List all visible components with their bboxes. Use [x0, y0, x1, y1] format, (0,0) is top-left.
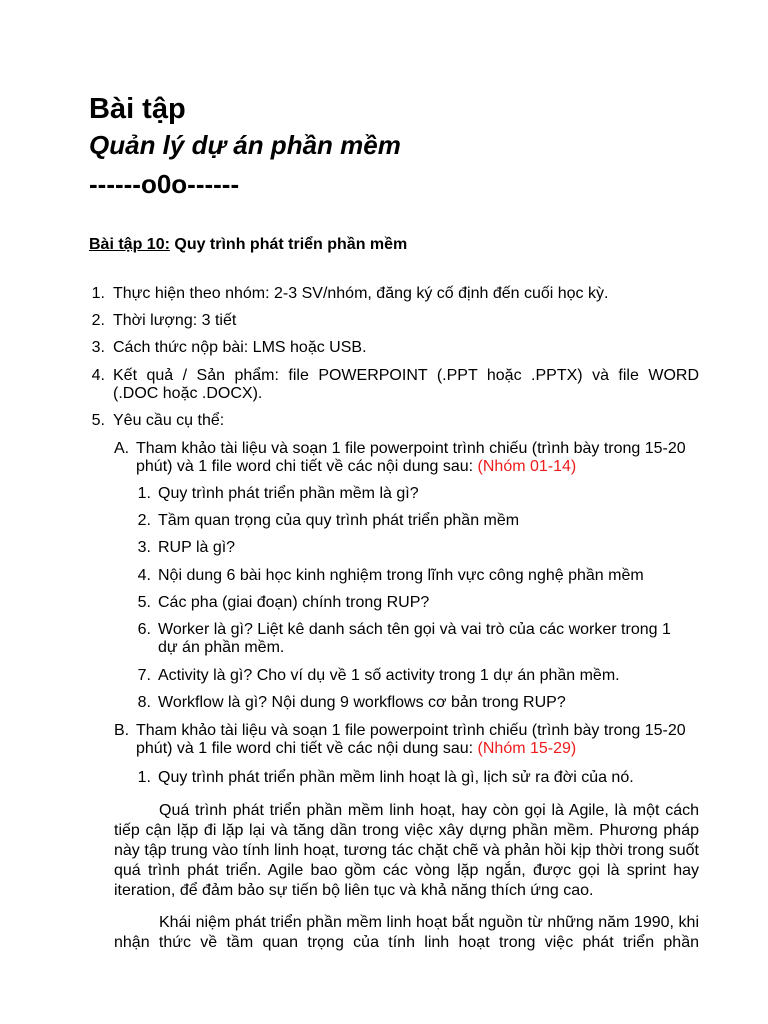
exercise-topic: Quy trình phát triển phần mềm — [169, 236, 408, 253]
document-subtitle: Quản lý dự án phần mềm — [89, 130, 401, 160]
document-title: Bài tập — [89, 93, 186, 125]
group-label: (Nhóm 15-29) — [477, 740, 577, 757]
body-paragraph: Khái niệm phát triển phần mềm linh hoạt bắt nguồn từ những năm 1990, khi nhận thức về tầm quan trọng của tính linh hoạt trong việc phát triển phần — [114, 914, 699, 951]
title-separator: ------o0o------ — [89, 169, 240, 199]
exercise-number: Bài tập 10: — [89, 236, 170, 253]
document-page: Bài tập Quản lý dự án phần mềm ------o0o------ Bài tập 10: Quy trình phát triển phần mềm 1. Thực hiện theo nhóm: 2-3 SV/nhóm, đăng ký cố định đến cuối học kỳ. 2. Thời lượng: 3 tiết 3. Cách thức nộp bài: LMS hoặc USB. 4. Kết quả / Sản phẩm: file POWERPOINT (.PPT hoặc .PPTX) và file WORD (.DOC hoặc .DOCX). 5. Yêu cầu cụ thể: A. Tham khảo tài liệu và soạn 1 file powerpoint trình chiếu (trình bày trong 15-20 phút) và 1 file word chi tiết về các nội dung sau: (Nhóm 01-14) 1. Quy trình phát triển phần mềm là gì? 2. Tầm quan trọng của quy trình phát triển phần mềm 3. RUP là gì? 4. Nội dung 6 bài học kinh nghiệm trong lĩnh vực công nghệ phần mềm 5. Các pha (giai đoạn) chính trong RUP? 6. Worker là gì? Liệt kê danh sách tên gọi và vai trò của các worker trong 1 dự án phần mềm. 7. Activity là gì? Cho ví dụ về 1 số activity trong 1 dự án phần mềm. 8. Workflow là gì? Nội dung 9 workflows cơ bản trong RUP? B. Tham khảo tài liệu và soạn 1 file powerpoint trình chiếu (trình bày trong 15-20 phút) và 1 file word chi tiết về các nội dung sau: (Nhóm 15-29) 1. Quy trình phát triển phần mềm linh hoạt là gì, lịch sử ra đời của nó. Quá trình phát triển phần mềm linh hoạt, hay còn gọi là Agile, là một cách tiếp cận lặp đi lặp lại và tăng dần trong việc xây dựng phần mềm. Phương pháp này tập trung vào tính linh hoạt, tương tác chặt chẽ và phản hồi kịp thời trong suốt quá trình phát triển. Agile bao gồm các vòng lặp ngắn, được gọi là sprint hay iteration, để đảm bảo sự tiến bộ liên tục và khả năng thích ứng cao. Khái niệm phát triển phần mềm linh hoạt bắt nguồn từ những năm 1990, khi nhận thức về tầm quan trọng của tính linh hoạt trong việc phát triển phần — [89, 93, 699, 951]
exercise-heading — [89, 235, 407, 255]
body-paragraph: Quá trình phát triển phần mềm linh hoạt, hay còn gọi là Agile, là một cách tiếp cận lặp đi lặp lại và tăng dần trong việc xây dựng phần mềm. Phương pháp này tập trung vào tính linh hoạt, tương tác chặt chẽ và phản hồi kịp thời trong suốt quá trình phát triển. Agile bao gồm các vòng lặp ngắn, được gọi là sprint hay iteration, để đảm bảo sự tiến bộ liên tục và khả năng thích ứng cao. — [114, 802, 699, 899]
group-label: (Nhóm 01-14) — [477, 458, 577, 475]
